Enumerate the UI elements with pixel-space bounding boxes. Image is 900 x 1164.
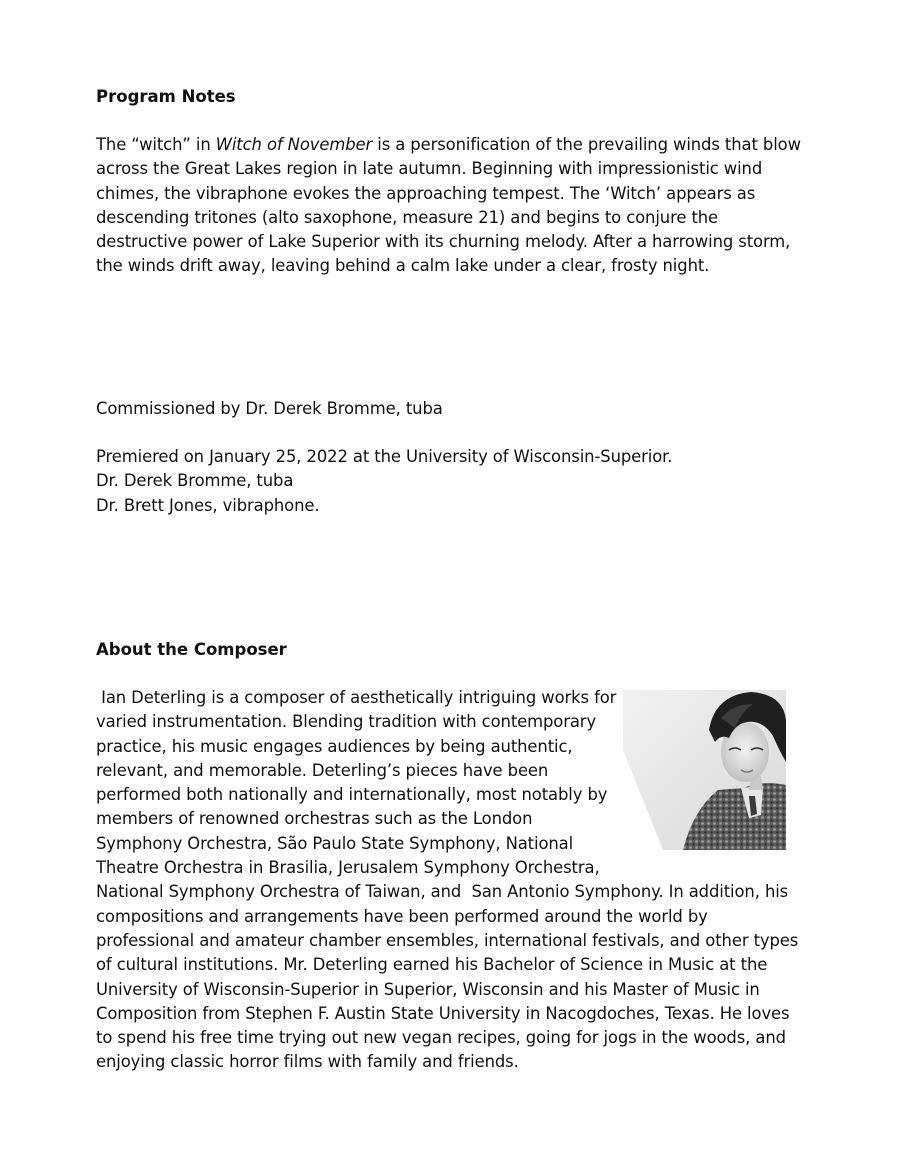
bio-line: Ian Deterling is a composer of aesthetically intriguing works for xyxy=(96,688,617,707)
program-notes-line: chimes, the vibraphone evokes the approaching tempest. The ‘Witch’ appears as xyxy=(96,183,756,203)
premiere-line: Premiered on January 25, 2022 at the University of Wisconsin-Superior. xyxy=(96,447,673,466)
program-notes-line: the winds drift away, leaving behind a calm lake under a clear, frosty night. xyxy=(96,256,710,276)
bio-line: National Symphony Orchestra of Taiwan, and San Antonio Symphony. In addition, his xyxy=(96,882,789,902)
bio-line: compositions and arrangements have been performed around the world by xyxy=(96,906,708,926)
bio-line: Composition from Stephen F. Austin State University in Nacogdoches, Texas. He loves xyxy=(96,1003,790,1023)
bio-line: to spend his free time trying out new vegan recipes, going for jogs in the woods, and xyxy=(96,1028,786,1048)
composer-bio xyxy=(96,686,799,1075)
program-notes-intro-after: is a personification of the prevailing winds that blow xyxy=(372,135,801,154)
program-notes-line: across the Great Lakes region in late autumn. Beginning with impressionistic wind xyxy=(96,159,763,179)
premiere-info xyxy=(96,445,796,518)
program-notes-line-1 xyxy=(96,133,801,157)
bio-line: professional and amateur chamber ensembles, international festivals, and other types xyxy=(96,930,799,950)
bio-line: performed both nationally and internationally, most notably by xyxy=(96,785,608,805)
about-composer-heading: About the Composer xyxy=(96,640,287,659)
bio-line: Symphony Orchestra, São Paulo State Symphony, National xyxy=(96,833,574,853)
bio-line: varied instrumentation. Blending tradition with contemporary xyxy=(96,712,597,732)
bio-line: relevant, and memorable. Deterling’s pieces have been xyxy=(96,760,549,780)
bio-line: Theatre Orchestra in Brasilia, Jerusalem Symphony Orchestra, xyxy=(96,858,600,878)
program-notes-paragraph xyxy=(96,133,801,279)
bio-line: members of renowned orchestras such as the London xyxy=(96,809,533,829)
performer-vibraphone: Dr. Brett Jones, vibraphone. xyxy=(96,495,320,515)
bio-line: of cultural institutions. Mr. Deterling earned his Bachelor of Science in Music at the xyxy=(96,955,768,975)
program-notes-line: descending tritones (alto saxophone, measure 21) and begins to conjure the xyxy=(96,207,719,227)
work-title: Witch of November xyxy=(215,135,373,154)
program-notes-heading: Program Notes xyxy=(96,87,236,106)
bio-line: practice, his music engages audiences by being authentic, xyxy=(96,736,573,756)
bio-line: enjoying classic horror films with family and friends. xyxy=(96,1052,519,1072)
commissioned-by: Commissioned by Dr. Derek Bromme, tuba xyxy=(96,399,443,418)
program-notes-intro-before: The “witch” in xyxy=(96,135,216,154)
performer-tuba: Dr. Derek Bromme, tuba xyxy=(96,471,294,491)
bio-line: University of Wisconsin-Superior in Superior, Wisconsin and his Master of Music in xyxy=(96,979,760,999)
program-notes-line: destructive power of Lake Superior with its churning melody. After a harrowing storm, xyxy=(96,232,791,252)
